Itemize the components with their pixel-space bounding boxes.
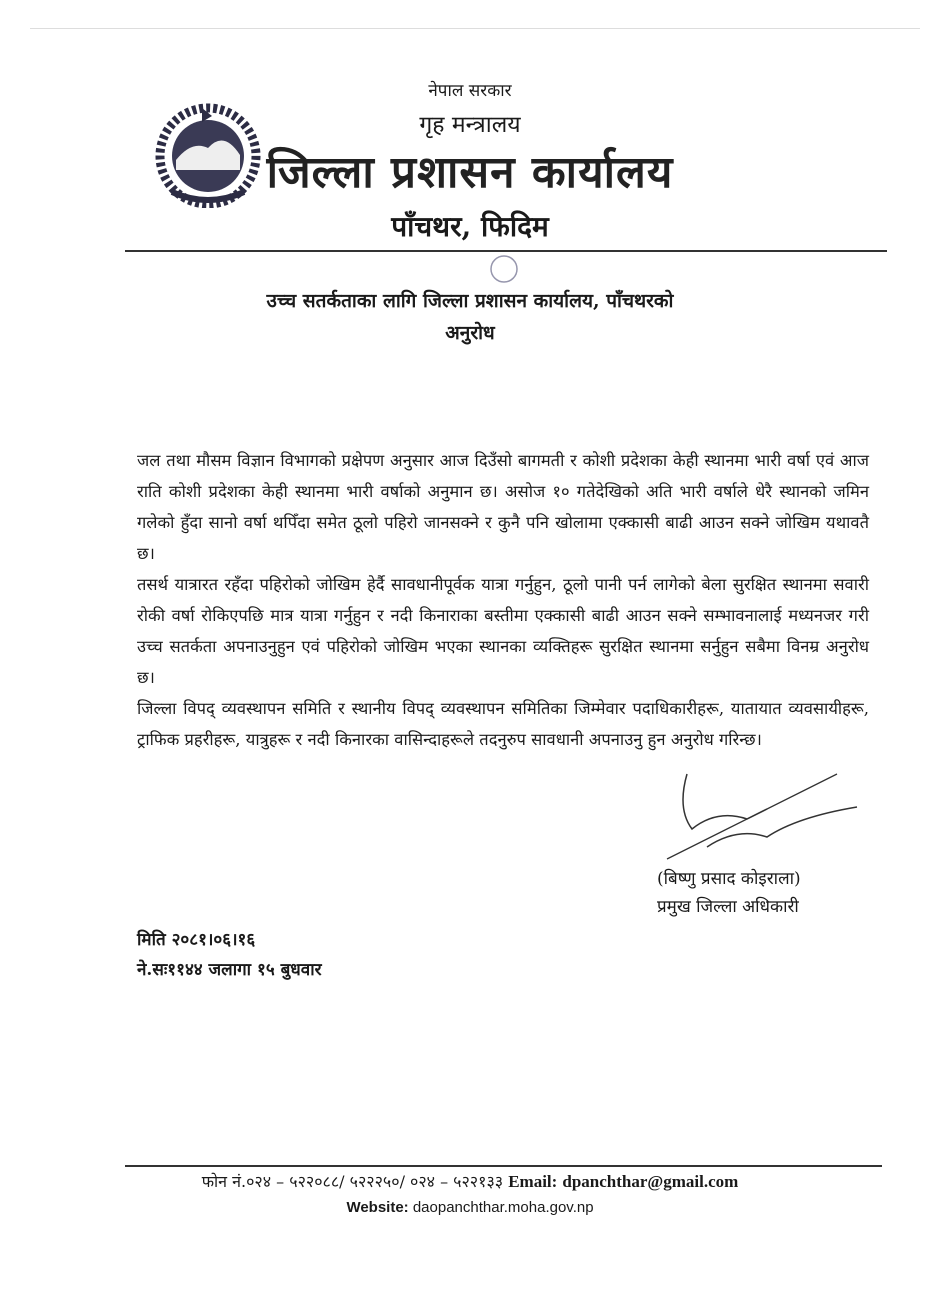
letter-body	[137, 445, 869, 985]
email-address[interactable]: dpanchthar@gmail.com	[562, 1172, 739, 1191]
document-date: मिति २०८१।०६।१६	[137, 930, 256, 950]
office-location: पाँचथर, फिदिम	[391, 210, 549, 243]
nepal-sambat-date: ने.सः११४४ जलागा १५ बुधवार	[137, 960, 322, 980]
government-name: नेपाल सरकार	[428, 81, 512, 101]
scan-edge-line	[30, 28, 920, 29]
website-link[interactable]: daopanchthar.moha.gov.np	[412, 1199, 594, 1216]
signatory-name: (बिष्णु प्रसाद कोइराला)	[657, 869, 801, 889]
body-paragraph: जिल्ला विपद् व्यवस्थापन समिति र स्थानीय विपद् व्यवस्थापन समितिका जिम्मेवार पदाधिकारीहरू, यातायात व्यवसायीहरू, ट्राफिक प्रहरीहरू, यात्रुहरू र नदी किनारका वासिन्दाहरूले तदनुरुप सावधानी अपनाउनु हुन अनुरोध गरिन्छ।	[137, 699, 869, 749]
email-label: Email:	[508, 1172, 558, 1191]
signatory-title: प्रमुख जिल्ला अधिकारी	[657, 897, 799, 917]
office-seal-stamp	[484, 254, 524, 284]
website-label: Website:	[346, 1199, 409, 1216]
phone-numbers: फोन नं.०२४ – ५२२०८८/ ५२२२५०/ ०२४ – ५२२१३३	[201, 1172, 504, 1191]
date-block	[137, 925, 869, 985]
footer-divider	[125, 1165, 882, 1167]
office-name: जिल्ला प्रशासन कार्यालय	[266, 147, 674, 198]
ministry-name: गृह मन्त्रालय	[419, 112, 521, 138]
footer-website	[0, 1198, 940, 1218]
subject-title: उच्च सतर्कताका लागि जिल्ला प्रशासन कार्यालय, पाँचथरको	[266, 290, 674, 312]
subject-subtitle: अनुरोध	[445, 322, 495, 344]
header-divider	[125, 250, 887, 252]
signature-block	[657, 769, 877, 921]
handwritten-signature	[657, 769, 877, 865]
footer-contact	[0, 1170, 940, 1194]
body-paragraph: जल तथा मौसम विज्ञान विभागको प्रक्षेपण अनुसार आज दिउँसो बागमती र कोशी प्रदेशका केही स्थानमा भारी वर्षा एवं आज राति कोशी प्रदेशका केही स्थानमा भारी वर्षाको अनुमान छ। असोज १० गतेदेखिको अति भारी वर्षाले धेरै स्थानको जमिन गलेको हुँदा सानो वर्षा थपिँदा समेत ठूलो पहिरो जानसक्ने र कुनै पनि खोलामा एक्कासी बाढी आउन सक्ने जोखिम यथावतै छ।	[137, 451, 869, 563]
body-paragraph: तसर्थ यात्रारत रहँदा पहिरोको जोखिम हेर्दै सावधानीपूर्वक यात्रा गर्नुहुन, ठूलो पानी पर्न लागेको बेला सुरक्षित स्थानमा सवारी रोकी वर्षा रोकिएपछि मात्र यात्रा गर्नुहुन र नदी किनाराका बस्तीमा एक्कासी बाढी आउन सक्ने सम्भावनालाई मध्यनजर गरी उच्च सतर्कता अपनाउनुहुन एवं पहिरोको जोखिम भएका स्थानका व्यक्तिहरू सुरक्षित स्थानमा सर्नुहुन सबैमा विनम्र अनुरोध छ।	[137, 575, 869, 687]
